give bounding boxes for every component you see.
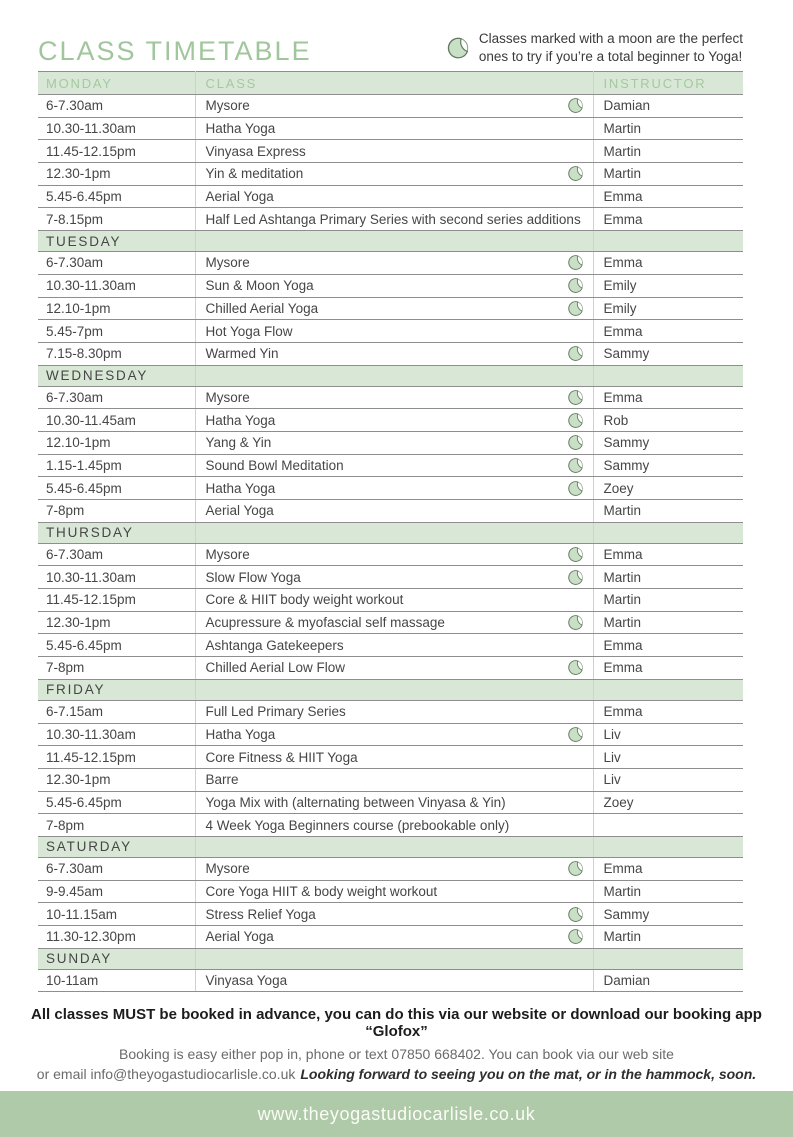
timetable-row bbox=[38, 768, 743, 791]
time-cell: 7-8pm bbox=[38, 814, 195, 837]
instructor-cell: Damian bbox=[593, 969, 743, 992]
class-cell bbox=[195, 342, 593, 365]
instructor-cell: Liv bbox=[593, 768, 743, 791]
class-name: Half Led Ashtanga Primary Series with second series additions bbox=[205, 211, 581, 227]
column-header-instructor: INSTRUCTOR bbox=[593, 72, 743, 95]
time-cell: 10-11.15am bbox=[38, 903, 195, 926]
instructor-cell: Martin bbox=[593, 880, 743, 903]
day-band-spacer bbox=[593, 231, 743, 252]
moon-icon bbox=[567, 906, 584, 923]
timetable-row bbox=[38, 903, 743, 926]
instructor-cell: Emma bbox=[593, 185, 743, 208]
class-cell bbox=[195, 814, 593, 837]
timetable-row bbox=[38, 342, 743, 365]
instructor-cell: Damian bbox=[593, 95, 743, 118]
day-band-spacer bbox=[593, 522, 743, 543]
instructor-cell: Liv bbox=[593, 723, 743, 746]
website-bar bbox=[0, 1091, 793, 1137]
class-cell-content bbox=[196, 772, 593, 787]
class-name: Chilled Aerial Low Flow bbox=[205, 660, 346, 676]
class-cell-content bbox=[196, 254, 593, 271]
timetable-row bbox=[38, 500, 743, 523]
class-name: Yang & Yin bbox=[205, 435, 272, 451]
day-band-friday bbox=[38, 679, 743, 700]
class-cell-content bbox=[196, 300, 593, 317]
time-cell: 7-8pm bbox=[38, 500, 195, 523]
class-cell bbox=[195, 454, 593, 477]
time-cell: 12.30-1pm bbox=[38, 163, 195, 186]
beginner-legend bbox=[446, 30, 743, 66]
class-name: Aerial Yoga bbox=[205, 189, 274, 205]
class-cell bbox=[195, 431, 593, 454]
class-cell-content bbox=[196, 97, 593, 114]
class-cell bbox=[195, 297, 593, 320]
class-name: Stress Relief Yoga bbox=[205, 906, 316, 922]
class-cell bbox=[195, 477, 593, 500]
class-cell bbox=[195, 140, 593, 163]
day-band-label: SATURDAY bbox=[38, 836, 195, 857]
timetable-row bbox=[38, 431, 743, 454]
class-cell bbox=[195, 208, 593, 231]
day-band-sunday bbox=[38, 948, 743, 969]
time-cell: 12.10-1pm bbox=[38, 431, 195, 454]
time-cell: 10.30-11.30am bbox=[38, 723, 195, 746]
day-band-label: THURSDAY bbox=[38, 522, 195, 543]
timetable-row bbox=[38, 880, 743, 903]
timetable-row bbox=[38, 320, 743, 343]
class-name: Hatha Yoga bbox=[205, 480, 276, 496]
class-name: 4 Week Yoga Beginners course (prebookable only) bbox=[205, 817, 510, 833]
instructor-cell: Martin bbox=[593, 117, 743, 140]
legend-line-2: ones to try if you’re a total beginner to Yoga! bbox=[478, 48, 743, 64]
class-name: Aerial Yoga bbox=[205, 503, 274, 519]
class-cell-content bbox=[196, 277, 593, 294]
class-name: Slow Flow Yoga bbox=[205, 569, 301, 585]
class-cell bbox=[195, 409, 593, 432]
day-band-wednesday bbox=[38, 365, 743, 386]
timetable-row bbox=[38, 814, 743, 837]
website-url: www.theyogastudiocarlisle.co.uk bbox=[257, 1103, 536, 1124]
timetable-row bbox=[38, 117, 743, 140]
time-cell: 12.10-1pm bbox=[38, 297, 195, 320]
instructor-cell: Sammy bbox=[593, 342, 743, 365]
class-name: Hot Yoga Flow bbox=[205, 323, 293, 339]
table-header-row bbox=[38, 72, 743, 95]
class-cell bbox=[195, 634, 593, 657]
class-cell bbox=[195, 274, 593, 297]
instructor-cell: Martin bbox=[593, 589, 743, 612]
instructor-cell: Martin bbox=[593, 163, 743, 186]
moon-icon bbox=[446, 36, 470, 60]
moon-icon bbox=[567, 300, 584, 317]
moon-icon bbox=[567, 277, 584, 294]
class-cell-content bbox=[196, 503, 593, 518]
time-cell: 7-8.15pm bbox=[38, 208, 195, 231]
class-cell bbox=[195, 857, 593, 880]
timetable-row bbox=[38, 926, 743, 949]
timetable-row bbox=[38, 746, 743, 769]
class-cell-content bbox=[196, 212, 593, 227]
page-title: CLASS TIMETABLE bbox=[38, 36, 312, 66]
legend-text bbox=[479, 30, 743, 66]
class-cell bbox=[195, 746, 593, 769]
timetable-row bbox=[38, 723, 743, 746]
class-name: Yoga Mix with (alternating between Vinyasa & Yin) bbox=[205, 794, 506, 810]
instructor-cell: Emma bbox=[593, 208, 743, 231]
booking-details: Booking is easy either pop in, phone or text 07850 668402. You can book via our web site bbox=[119, 1046, 674, 1063]
day-band-spacer bbox=[593, 365, 743, 386]
day-band-spacer bbox=[195, 522, 593, 543]
time-cell: 7-8pm bbox=[38, 657, 195, 680]
class-cell bbox=[195, 969, 593, 992]
class-cell bbox=[195, 500, 593, 523]
moon-icon bbox=[567, 254, 584, 271]
time-cell: 9-9.45am bbox=[38, 880, 195, 903]
class-cell-content bbox=[196, 750, 593, 765]
time-cell: 11.45-12.15pm bbox=[38, 746, 195, 769]
class-name: Vinyasa Express bbox=[205, 143, 306, 159]
moon-icon bbox=[567, 614, 584, 631]
time-cell: 7.15-8.30pm bbox=[38, 342, 195, 365]
time-cell: 6-7.30am bbox=[38, 252, 195, 275]
moon-icon bbox=[567, 389, 584, 406]
moon-icon bbox=[567, 345, 584, 362]
instructor-cell: Emily bbox=[593, 274, 743, 297]
instructor-cell: Sammy bbox=[593, 903, 743, 926]
instructor-cell: Emma bbox=[593, 543, 743, 566]
class-name: Hatha Yoga bbox=[205, 726, 276, 742]
time-cell: 5.45-6.45pm bbox=[38, 634, 195, 657]
class-cell-content bbox=[196, 569, 593, 586]
class-name: Aerial Yoga bbox=[205, 929, 274, 945]
class-name: Sound Bowl Meditation bbox=[205, 457, 344, 473]
timetable-row bbox=[38, 386, 743, 409]
instructor-cell: Martin bbox=[593, 140, 743, 163]
day-band-spacer bbox=[195, 948, 593, 969]
day-band-spacer bbox=[195, 679, 593, 700]
timetable-row bbox=[38, 409, 743, 432]
timetable-row bbox=[38, 634, 743, 657]
class-cell bbox=[195, 903, 593, 926]
class-name: Mysore bbox=[205, 389, 250, 405]
class-cell-content bbox=[196, 324, 593, 339]
moon-icon bbox=[567, 726, 584, 743]
class-cell-content bbox=[196, 704, 593, 719]
timetable-row bbox=[38, 95, 743, 118]
timetable-row bbox=[38, 791, 743, 814]
time-cell: 5.45-6.45pm bbox=[38, 791, 195, 814]
time-cell: 6-7.30am bbox=[38, 386, 195, 409]
class-cell-content bbox=[196, 638, 593, 653]
timetable-row bbox=[38, 454, 743, 477]
timetable-row bbox=[38, 274, 743, 297]
class-name: Mysore bbox=[205, 98, 250, 114]
class-name: Barre bbox=[205, 772, 239, 788]
class-cell-content bbox=[196, 795, 593, 810]
instructor-cell bbox=[593, 814, 743, 837]
day-band-label: SUNDAY bbox=[38, 948, 195, 969]
timetable-row bbox=[38, 185, 743, 208]
time-cell: 10-11am bbox=[38, 969, 195, 992]
column-header-day: MONDAY bbox=[38, 72, 195, 95]
time-cell: 12.30-1pm bbox=[38, 611, 195, 634]
instructor-cell: Martin bbox=[593, 566, 743, 589]
day-band-spacer bbox=[593, 948, 743, 969]
class-cell-content bbox=[196, 144, 593, 159]
time-cell: 11.45-12.15pm bbox=[38, 589, 195, 612]
class-cell bbox=[195, 926, 593, 949]
instructor-cell: Emma bbox=[593, 657, 743, 680]
timetable-row bbox=[38, 566, 743, 589]
moon-icon bbox=[567, 97, 584, 114]
class-cell-content bbox=[196, 121, 593, 136]
day-band-thursday bbox=[38, 522, 743, 543]
instructor-cell: Rob bbox=[593, 409, 743, 432]
class-name: Acupressure & myofascial self massage bbox=[205, 615, 445, 631]
moon-icon bbox=[567, 457, 584, 474]
day-band-label: FRIDAY bbox=[38, 679, 195, 700]
timetable-body bbox=[38, 95, 743, 992]
instructor-cell: Zoey bbox=[593, 791, 743, 814]
class-cell bbox=[195, 386, 593, 409]
timetable-row bbox=[38, 700, 743, 723]
time-cell: 5.45-6.45pm bbox=[38, 185, 195, 208]
class-cell bbox=[195, 252, 593, 275]
class-cell bbox=[195, 723, 593, 746]
time-cell: 10.30-11.30am bbox=[38, 566, 195, 589]
timetable-row bbox=[38, 252, 743, 275]
instructor-cell: Martin bbox=[593, 500, 743, 523]
class-name: Mysore bbox=[205, 861, 250, 877]
timetable-row bbox=[38, 657, 743, 680]
class-cell-content bbox=[196, 546, 593, 563]
class-cell-content bbox=[196, 860, 593, 877]
class-cell-content bbox=[196, 389, 593, 406]
instructor-cell: Emma bbox=[593, 857, 743, 880]
class-cell bbox=[195, 185, 593, 208]
closing-message: Looking forward to seeing you on the mat, or in the hammock, soon. bbox=[300, 1066, 757, 1083]
class-cell-content bbox=[196, 884, 593, 899]
timetable-row bbox=[38, 140, 743, 163]
column-header-class: CLASS bbox=[195, 72, 593, 95]
class-cell bbox=[195, 700, 593, 723]
time-cell: 12.30-1pm bbox=[38, 768, 195, 791]
day-band-spacer bbox=[593, 836, 743, 857]
timetable-row bbox=[38, 297, 743, 320]
moon-icon bbox=[567, 928, 584, 945]
class-cell-content bbox=[196, 165, 593, 182]
instructor-cell: Zoey bbox=[593, 477, 743, 500]
class-name: Hatha Yoga bbox=[205, 412, 276, 428]
class-cell bbox=[195, 95, 593, 118]
time-cell: 10.30-11.45am bbox=[38, 409, 195, 432]
moon-icon bbox=[567, 546, 584, 563]
moon-icon bbox=[567, 569, 584, 586]
class-cell bbox=[195, 566, 593, 589]
instructor-cell: Liv bbox=[593, 746, 743, 769]
day-band-spacer bbox=[195, 836, 593, 857]
class-cell-content bbox=[196, 818, 593, 833]
class-cell-content bbox=[196, 480, 593, 497]
moon-icon bbox=[567, 165, 584, 182]
time-cell: 10.30-11.30am bbox=[38, 274, 195, 297]
class-cell bbox=[195, 880, 593, 903]
time-cell: 6-7.30am bbox=[38, 857, 195, 880]
class-cell bbox=[195, 791, 593, 814]
instructor-cell: Emma bbox=[593, 634, 743, 657]
class-cell-content bbox=[196, 928, 593, 945]
time-cell: 11.45-12.15pm bbox=[38, 140, 195, 163]
time-cell: 10.30-11.30am bbox=[38, 117, 195, 140]
class-name: Yin & meditation bbox=[205, 166, 304, 182]
class-cell-content bbox=[196, 189, 593, 204]
class-name: Core Fitness & HIIT Yoga bbox=[205, 749, 358, 765]
class-cell bbox=[195, 589, 593, 612]
class-name: Warmed Yin bbox=[205, 346, 279, 362]
class-cell-content bbox=[196, 726, 593, 743]
moon-icon bbox=[567, 434, 584, 451]
class-cell-content bbox=[196, 345, 593, 362]
class-name: Mysore bbox=[205, 255, 250, 271]
class-name: Full Led Primary Series bbox=[205, 704, 346, 720]
moon-icon bbox=[567, 659, 584, 676]
instructor-cell: Sammy bbox=[593, 431, 743, 454]
time-cell: 6-7.15am bbox=[38, 700, 195, 723]
instructor-cell: Emma bbox=[593, 700, 743, 723]
email-text: or email info@theyogastudiocarlisle.co.uk bbox=[36, 1066, 296, 1083]
timetable-row bbox=[38, 543, 743, 566]
class-cell-content bbox=[196, 434, 593, 451]
class-name: Mysore bbox=[205, 547, 250, 563]
booking-notice: All classes MUST be booked in advance, you can do this via our website or download our booking app “Glofox” bbox=[31, 1006, 762, 1041]
instructor-cell: Martin bbox=[593, 611, 743, 634]
instructor-cell: Emily bbox=[593, 297, 743, 320]
class-name: Hatha Yoga bbox=[205, 121, 276, 137]
day-band-label: WEDNESDAY bbox=[38, 365, 195, 386]
timetable-row bbox=[38, 589, 743, 612]
day-band-spacer bbox=[195, 365, 593, 386]
class-timetable bbox=[38, 71, 743, 992]
time-cell: 11.30-12.30pm bbox=[38, 926, 195, 949]
class-cell-content bbox=[196, 457, 593, 474]
moon-icon bbox=[567, 480, 584, 497]
time-cell: 6-7.30am bbox=[38, 543, 195, 566]
page-header bbox=[0, 0, 793, 68]
day-band-saturday bbox=[38, 836, 743, 857]
legend-line-1: Classes marked with a moon are the perfect bbox=[478, 31, 743, 46]
class-name: Chilled Aerial Yoga bbox=[205, 300, 319, 316]
instructor-cell: Sammy bbox=[593, 454, 743, 477]
booking-contact bbox=[0, 1066, 793, 1082]
timetable-row bbox=[38, 208, 743, 231]
instructor-cell: Emma bbox=[593, 252, 743, 275]
class-name: Core & HIIT body weight workout bbox=[205, 592, 404, 608]
time-cell: 6-7.30am bbox=[38, 95, 195, 118]
class-cell bbox=[195, 163, 593, 186]
class-cell-content bbox=[196, 614, 593, 631]
class-cell-content bbox=[196, 412, 593, 429]
class-cell bbox=[195, 657, 593, 680]
class-name: Ashtanga Gatekeepers bbox=[205, 637, 344, 653]
timetable-row bbox=[38, 857, 743, 880]
moon-icon bbox=[567, 412, 584, 429]
instructor-cell: Emma bbox=[593, 386, 743, 409]
class-name: Core Yoga HIIT & body weight workout bbox=[205, 883, 438, 899]
timetable-row bbox=[38, 163, 743, 186]
class-cell-content bbox=[196, 659, 593, 676]
class-cell bbox=[195, 768, 593, 791]
timetable-row bbox=[38, 611, 743, 634]
class-cell-content bbox=[196, 906, 593, 923]
class-cell bbox=[195, 117, 593, 140]
instructor-cell: Emma bbox=[593, 320, 743, 343]
class-cell bbox=[195, 320, 593, 343]
day-band-tuesday bbox=[38, 231, 743, 252]
class-cell-content bbox=[196, 973, 593, 988]
timetable-row bbox=[38, 969, 743, 992]
day-band-spacer bbox=[195, 231, 593, 252]
booking-notes bbox=[0, 1006, 793, 1082]
day-band-spacer bbox=[593, 679, 743, 700]
class-name: Vinyasa Yoga bbox=[205, 973, 288, 989]
class-name: Sun & Moon Yoga bbox=[205, 278, 314, 294]
time-cell: 5.45-7pm bbox=[38, 320, 195, 343]
class-cell bbox=[195, 543, 593, 566]
timetable-row bbox=[38, 477, 743, 500]
day-band-label: TUESDAY bbox=[38, 231, 195, 252]
instructor-cell: Martin bbox=[593, 926, 743, 949]
moon-icon bbox=[567, 860, 584, 877]
time-cell: 5.45-6.45pm bbox=[38, 477, 195, 500]
time-cell: 1.15-1.45pm bbox=[38, 454, 195, 477]
class-cell bbox=[195, 611, 593, 634]
class-cell-content bbox=[196, 592, 593, 607]
